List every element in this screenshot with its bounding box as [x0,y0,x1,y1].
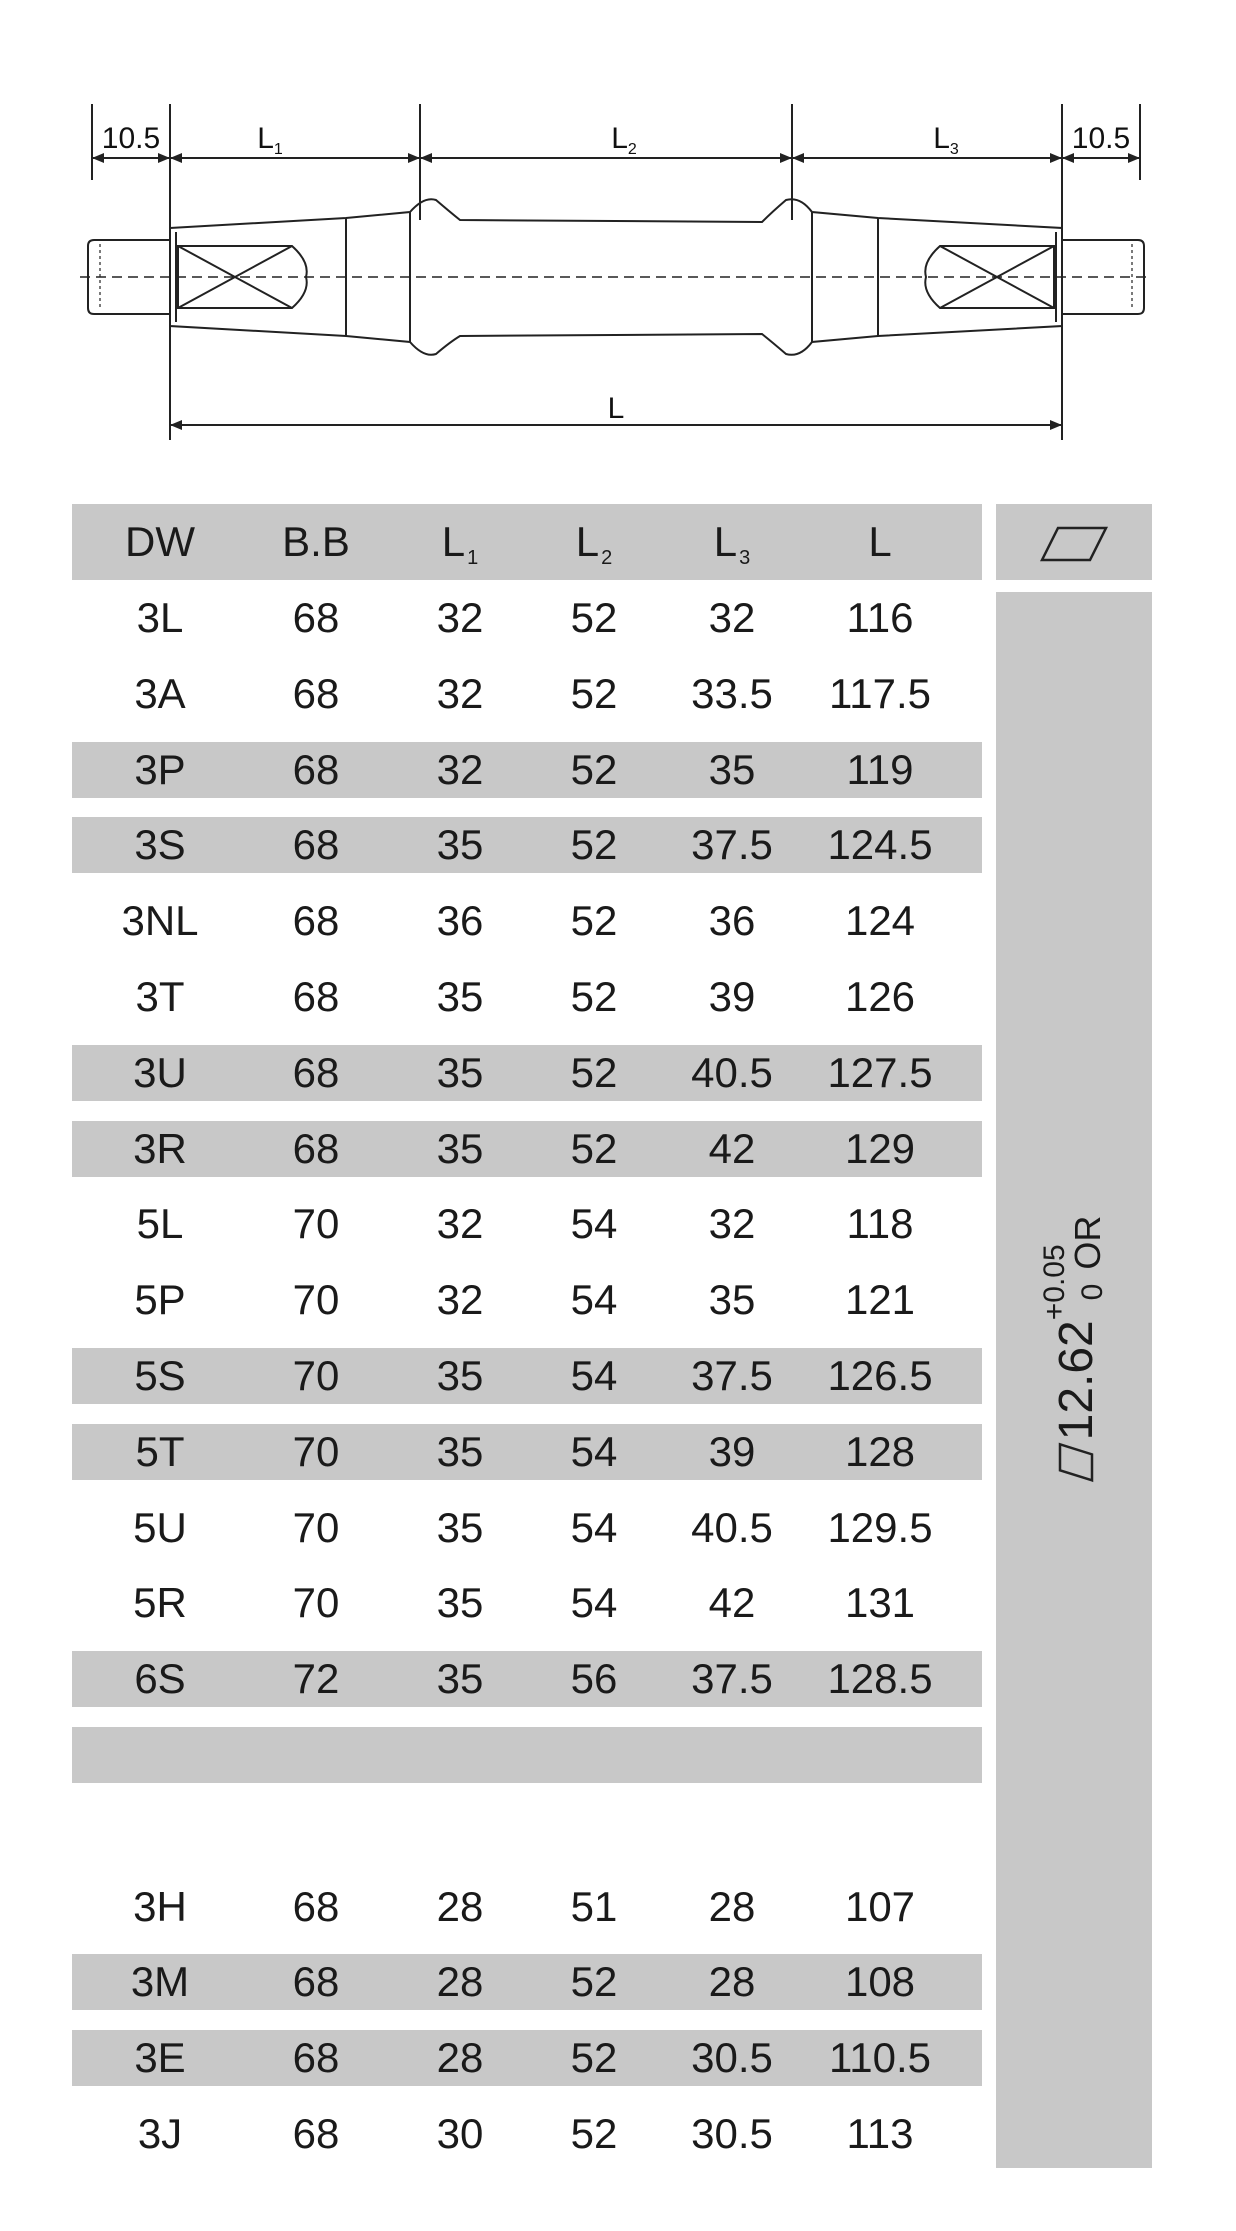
cell-l3: 37.5 [691,821,773,869]
cell-l2: 54 [570,1427,618,1475]
cell-l3: 28 [708,1882,756,1930]
cell-l1: 35 [436,1427,484,1475]
cell-bb: 68 [292,897,340,945]
cell-bb: 72 [292,1655,340,1703]
table-row [72,2106,982,2162]
cell-l3: 39 [708,1427,756,1475]
header-l1: L $_1$ [441,518,479,569]
cell-l3: 30.5 [691,2034,773,2082]
spec-tol-upper: +0.05 [1038,1244,1071,1321]
cell-l1: 35 [436,1048,484,1096]
table-row [72,1803,982,1859]
cell-l: 119 [846,745,914,793]
cell-dw: 3A [134,669,186,717]
cell-l1: 32 [436,1200,484,1248]
dim-left-end: 10.5 [101,122,161,155]
cell-l2: 52 [570,2034,618,2082]
table-row [72,1879,982,1935]
table-row [72,590,982,646]
cell-dw: 5U [133,1503,187,1551]
cell-bb: 68 [292,745,340,793]
side-spec-text [1038,1216,1110,1485]
cell-dw: 3P [134,745,186,793]
cell-bb: 68 [292,1882,340,1930]
spec-tol-lower: 0 [1076,1283,1109,1301]
cell-dw: 3S [134,821,186,869]
cell-l1: 35 [436,821,484,869]
table-row [72,1424,982,1480]
cell-dw: 5T [135,1427,185,1475]
cell-l2: 52 [570,1048,618,1096]
cell-dw: 5L [136,1200,184,1248]
cell-bb: 70 [292,1503,340,1551]
cell-l1: 35 [436,1124,484,1172]
header-l2: L $_2$ [575,518,613,569]
cell-dw: 3T [135,973,185,1020]
cell-l: 110.5 [829,2034,931,2082]
table-row [72,666,982,722]
cell-l3: 32 [708,594,756,641]
cell-l: 128.5 [827,1655,933,1703]
table-row [72,1575,982,1631]
cell-bb: 68 [292,594,340,641]
cell-l3: 37.5 [691,1655,773,1703]
cell-l2: 52 [570,897,618,945]
table-row [72,1045,982,1101]
cell-dw: 3M [130,1958,190,2006]
cell-dw: 3NL [121,897,199,945]
cell-l2: 52 [570,973,618,1020]
cell-l3: 42 [708,1579,756,1627]
cell-l3: 37.5 [691,1352,773,1399]
cell-l2: 54 [570,1503,618,1551]
cell-l: 128 [844,1427,916,1475]
cell-l2: 54 [570,1579,618,1627]
cell-bb: 68 [292,669,340,717]
header-bb: B.B [282,518,350,565]
header-l3: L $_3$ [713,518,751,569]
cell-l3: 35 [708,745,756,793]
cell-bb: 70 [292,1427,340,1475]
cell-l: 129.5 [827,1503,933,1551]
table-row [72,893,982,949]
cell-l2: 52 [570,1958,618,2006]
cell-bb: 68 [292,973,340,1020]
cell-l: 127.5 [827,1048,933,1096]
cell-l: 124 [844,897,916,945]
cell-bb: 68 [292,821,340,869]
cell-l3: 28 [708,1958,756,2006]
cell-l: 118 [846,1200,914,1248]
cell-l2: 52 [570,1124,618,1172]
table-row [72,817,982,873]
cell-l: 126.5 [827,1352,933,1399]
cell-bb: 70 [292,1276,340,1324]
cell-l1: 32 [436,669,484,717]
cell-l1: 32 [436,1276,484,1324]
cell-l1: 28 [436,2034,484,2082]
header-dw: DW [125,518,195,565]
table-row [72,742,982,798]
cell-dw: 3L [136,594,184,641]
table-row [72,2030,982,2086]
table-header [72,504,982,580]
cell-bb: 68 [292,1958,340,2006]
cell-l2: 54 [570,1200,618,1248]
cell-dw: 3H [133,1882,187,1930]
square-taper-icon [996,504,1152,580]
cell-bb: 70 [292,1200,340,1248]
cell-l2: 54 [570,1276,618,1324]
cell-l2: 51 [570,1882,618,1930]
cell-l: 116 [846,594,914,641]
cell-bb: 68 [292,2110,340,2157]
cell-l3: 32 [708,1200,756,1248]
cell-l: 126 [844,973,916,1020]
dim-l3: $L_3$ [933,122,959,158]
table-row [72,969,982,1025]
cell-l1: 28 [436,1958,484,2006]
cell-l2: 52 [570,669,618,717]
cell-l1: 35 [436,1503,484,1551]
cell-bb: 70 [292,1579,340,1627]
cell-l1: 35 [436,1352,484,1399]
cell-l1: 35 [436,1579,484,1627]
table-row [72,1121,982,1177]
dim-overall: L [607,392,625,425]
cell-l1: 28 [436,1882,484,1930]
cell-l3: 36 [708,897,756,945]
cell-dw: 3E [134,2034,186,2082]
cell-l2: 52 [570,594,618,641]
cell-l: 131 [844,1579,916,1627]
cell-dw: 5S [134,1352,186,1399]
cell-l: 129 [844,1124,916,1172]
cell-dw: 3R [133,1124,187,1172]
cell-l1: 36 [436,897,484,945]
cell-dw: 3J [137,2110,183,2157]
cell-l: 121 [844,1276,916,1324]
cell-l1: 32 [436,594,484,641]
cell-dw: 5P [134,1276,186,1324]
cell-l3: 39 [708,973,756,1020]
dim-l2: $L_2$ [611,122,637,158]
side-header-box [996,504,1152,580]
cell-l2: 52 [570,2110,618,2157]
cell-dw: 6S [134,1655,186,1703]
cell-bb: 68 [292,2034,340,2082]
table-row [72,1196,982,1252]
cell-l2: 52 [570,745,618,793]
spec-value: 12.62 [1050,1320,1103,1441]
cell-l3: 30.5 [691,2110,773,2157]
header-l: L [868,518,892,565]
table-row [72,1727,982,1783]
cell-l2: 56 [570,1655,618,1703]
table-row [72,1651,982,1707]
dim-l1: $L_1$ [257,122,283,158]
cell-l: 107 [844,1882,916,1930]
cell-dw: 5R [133,1579,187,1627]
cell-bb: 68 [292,1124,340,1172]
cell-l3: 35 [708,1276,756,1324]
table-row [72,1954,982,2010]
cell-l2: 54 [570,1352,618,1399]
cell-l1: 32 [436,745,484,793]
cell-bb: 70 [292,1352,340,1399]
cell-l2: 52 [570,821,618,869]
spec-suffix: OR [1067,1215,1108,1270]
table-row [72,1500,982,1556]
cell-l3: 33.5 [691,669,773,717]
dim-right-end: 10.5 [1071,122,1131,155]
spindle-drawing [0,0,1236,470]
cell-l1: 35 [436,973,484,1020]
cell-l: 108 [844,1958,916,2006]
cell-l: 117.5 [829,669,931,717]
cell-l1: 35 [436,1655,484,1703]
cell-dw: 3U [133,1048,187,1096]
table-row [72,1348,982,1404]
cell-l: 124.5 [827,821,933,869]
square-taper-icon [1056,1440,1096,1484]
cell-l: 113 [846,2110,914,2157]
cell-l3: 40.5 [691,1048,773,1096]
table-row [72,1272,982,1328]
cell-l1: 30 [436,2110,484,2157]
cell-l3: 42 [708,1124,756,1172]
cell-l3: 40.5 [691,1503,773,1551]
cell-bb: 68 [292,1048,340,1096]
